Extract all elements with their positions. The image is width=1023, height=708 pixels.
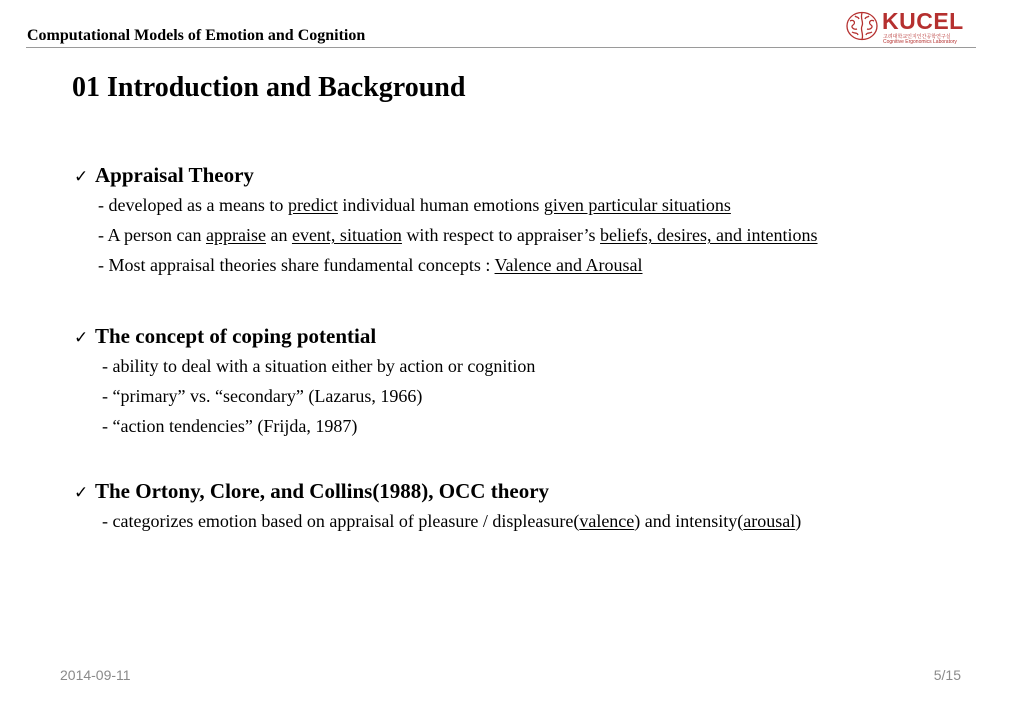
underlined-term: predict	[287, 195, 338, 215]
bullet-text: with respect to appraiser’s	[401, 225, 601, 245]
bullet-text: - categorizes emotion based on appraisal of pleasure / displeasure(	[102, 511, 580, 531]
underlined-term: arousal	[743, 511, 796, 531]
presentation-title: Computational Models of Emotion and Cognition	[27, 27, 366, 44]
underlined-term: appraise	[205, 225, 266, 245]
bullet-text: ) and intensity(	[634, 511, 744, 531]
underlined-term: beliefs, desires, and intentions	[600, 225, 818, 245]
section-appraisal-theory	[74, 160, 818, 280]
bullet-item	[98, 220, 818, 250]
logo-name: KUCEL	[882, 8, 964, 34]
logo-subtitle-english: Cognitive Ergonomics Laboratory	[883, 39, 957, 45]
bullet-text: - A person can	[98, 225, 206, 245]
bullet-item: - “action tendencies” (Frijda, 1987)	[102, 416, 358, 436]
bullet-text: individual human emotions	[337, 195, 544, 215]
bullet-text: - developed as a means to	[98, 195, 288, 215]
bullet-text: )	[795, 511, 802, 531]
underlined-term: Valence and Arousal	[494, 255, 643, 275]
heading-text: Appraisal Theory	[95, 163, 254, 187]
header-divider	[26, 47, 976, 48]
section-coping-potential	[74, 321, 535, 441]
section-heading	[74, 160, 818, 190]
bullet-item: - “primary” vs. “secondary” (Lazarus, 1966)	[102, 386, 423, 406]
section-heading	[74, 321, 535, 351]
checkmark-icon: ✓	[74, 328, 89, 348]
checkmark-icon: ✓	[74, 167, 89, 187]
bullet-item	[102, 506, 801, 536]
underlined-term: valence	[579, 511, 635, 531]
footer-date: 2014-09-11	[60, 667, 131, 683]
bullet-text: - Most appraisal theories share fundamental concepts :	[98, 255, 495, 275]
logo-subtitle-korean: 고려대학교인지인간공학연구실	[883, 34, 951, 40]
underlined-term: given particular situations	[543, 195, 731, 215]
bullet-text: an	[265, 225, 292, 245]
heading-text: The Ortony, Clore, and Collins(1988), OCC theory	[95, 479, 550, 503]
kucel-logo	[845, 8, 970, 46]
heading-text: The concept of coping potential	[95, 324, 377, 348]
brain-icon	[845, 10, 879, 42]
slide-title: 01 Introduction and Background	[72, 72, 466, 103]
bullet-item	[98, 190, 818, 220]
checkmark-icon: ✓	[74, 483, 89, 503]
section-heading	[74, 476, 801, 506]
section-occ-theory	[74, 476, 801, 536]
underlined-term: event, situation	[291, 225, 402, 245]
bullet-item	[98, 250, 818, 280]
page-number: 5/15	[933, 667, 961, 683]
bullet-item: - ability to deal with a situation either by action or cognition	[102, 356, 536, 376]
